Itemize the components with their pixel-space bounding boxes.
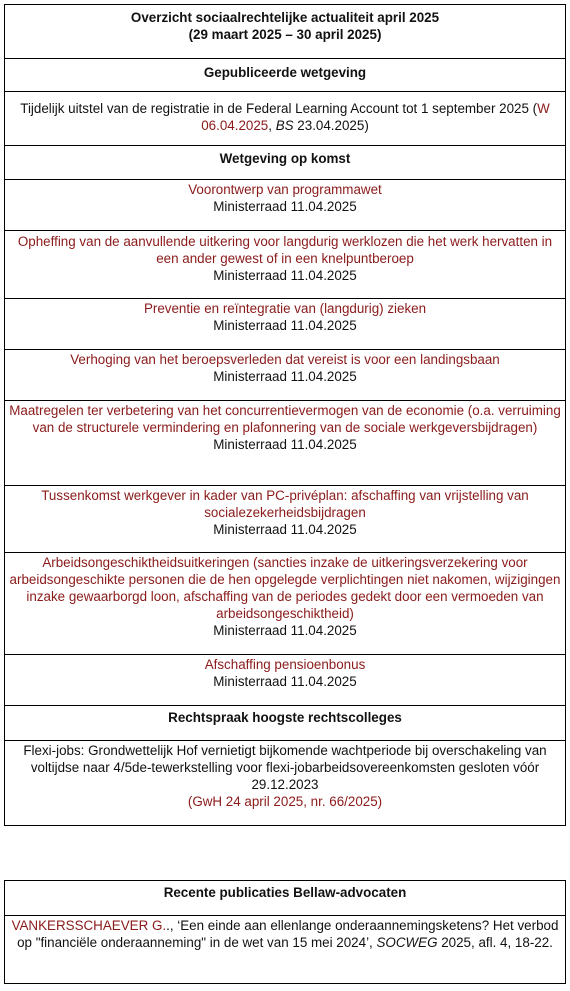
published-law-link[interactable]: W 06.04.2025 <box>201 101 550 133</box>
section-case-law-heading <box>5 706 565 741</box>
section-published-heading <box>5 59 565 92</box>
upcoming-item-meta: Ministerraad 11.04.2025 <box>213 437 357 452</box>
upcoming-item <box>5 180 565 231</box>
upcoming-item-meta: Ministerraad 11.04.2025 <box>213 623 357 638</box>
upcoming-item-title[interactable]: Afschaffing pensioenbonus <box>204 657 366 672</box>
title-line-2: (29 maart 2025 – 30 april 2025) <box>188 27 382 42</box>
upcoming-item-title[interactable]: Maatregelen ter verbetering van het concurrentievermogen van de economie (o.a. verruiming van de structurele vermindering en plafonnering van de sociale werkgeversbijdragen) <box>9 403 561 435</box>
section-upcoming-heading <box>5 146 565 180</box>
published-item <box>5 92 565 146</box>
section-published-label: Gepubliceerde wetgeving <box>203 65 367 80</box>
case-law-link[interactable]: (GwH 24 april 2025, nr. 66/2025) <box>187 794 383 809</box>
upcoming-item <box>5 486 565 553</box>
upcoming-item <box>5 553 565 655</box>
publications-heading-label: Recente publicaties Bellaw-advocaten <box>163 885 407 900</box>
publications-heading <box>5 881 565 916</box>
published-bs: BS <box>275 118 294 133</box>
upcoming-item-title[interactable]: Verhoging van het beroepsverleden dat vereist is voor een landingsbaan <box>70 352 500 367</box>
upcoming-item-title[interactable]: Arbeidsongeschiktheidsuitkeringen (sancties inzake de uitkeringsverzekering voor arbeidsongeschikte personen die de hen opgelegde verplichtingen niet nakomen, wijzigingen inzake gewaarborgd loon, afschaffing van de periodes gedekt door een vermoeden van arbeidsongeschiktheid) <box>9 555 561 621</box>
upcoming-item-meta: Ministerraad 11.04.2025 <box>213 674 357 689</box>
upcoming-item <box>5 299 565 350</box>
upcoming-item-meta: Ministerraad 11.04.2025 <box>213 199 357 214</box>
upcoming-item-title[interactable]: Opheffing van de aanvullende uitkering voor langdurig werklozen die het werk hervatten in een ander gewest of in een knelpuntberoep <box>17 234 553 266</box>
case-law-text: Flexi-jobs: Grondwettelijk Hof vernietigt bijkomende wachtperiode bij overschakeling van voltijdse naar 4/5de-tewerkstelling voor flexi-jobarbeidsovereenkomsten gesloten vóór 29.12.2023 <box>23 743 547 792</box>
section-upcoming-label: Wetgeving op komst <box>219 151 351 166</box>
upcoming-item <box>5 231 565 299</box>
actualiteit-table <box>4 4 566 826</box>
upcoming-item-meta: Ministerraad 11.04.2025 <box>213 369 357 384</box>
publication-author-link[interactable]: VANKERSSCHAEVER G. <box>11 918 167 933</box>
upcoming-item-meta: Ministerraad 11.04.2025 <box>213 318 357 333</box>
upcoming-item <box>5 401 565 486</box>
published-text: Tijdelijk uitstel van de registratie in de Federal Learning Account tot 1 september 2025 ( <box>20 101 538 116</box>
upcoming-item-title[interactable]: Voorontwerp van programmawet <box>188 182 382 197</box>
published-sep: , <box>268 118 276 133</box>
upcoming-item <box>5 350 565 401</box>
publications-table <box>4 880 566 984</box>
publication-item <box>5 916 565 984</box>
publication-text: ., ‘Een einde aan ellenlange onderaannemingsketens? Het verbod op "financiële onderaanneming" in de wet van 15 mei 2024’, <box>17 918 559 950</box>
upcoming-item-title[interactable]: Preventie en reïntegratie van (langdurig) zieken <box>143 301 427 316</box>
publication-tail: 2025, afl. 4, 18-22. <box>437 935 553 950</box>
upcoming-item-meta: Ministerraad 11.04.2025 <box>213 522 357 537</box>
title-line-1: Overzicht sociaalrechtelijke actualiteit april 2025 <box>130 10 440 25</box>
overview-title <box>5 5 565 59</box>
upcoming-item-meta: Ministerraad 11.04.2025 <box>213 268 357 283</box>
section-case-law-label: Rechtspraak hoogste rechtscolleges <box>168 710 402 725</box>
publication-journal: SOCWEG <box>376 935 438 950</box>
published-date-end: 23.04.2025) <box>293 118 369 133</box>
upcoming-item <box>5 655 565 706</box>
upcoming-item-title[interactable]: Tussenkomst werkgever in kader van PC-privéplan: afschaffing van vrijstelling van socialezekerheidsbijdragen <box>41 488 529 520</box>
case-law-item <box>5 741 565 826</box>
